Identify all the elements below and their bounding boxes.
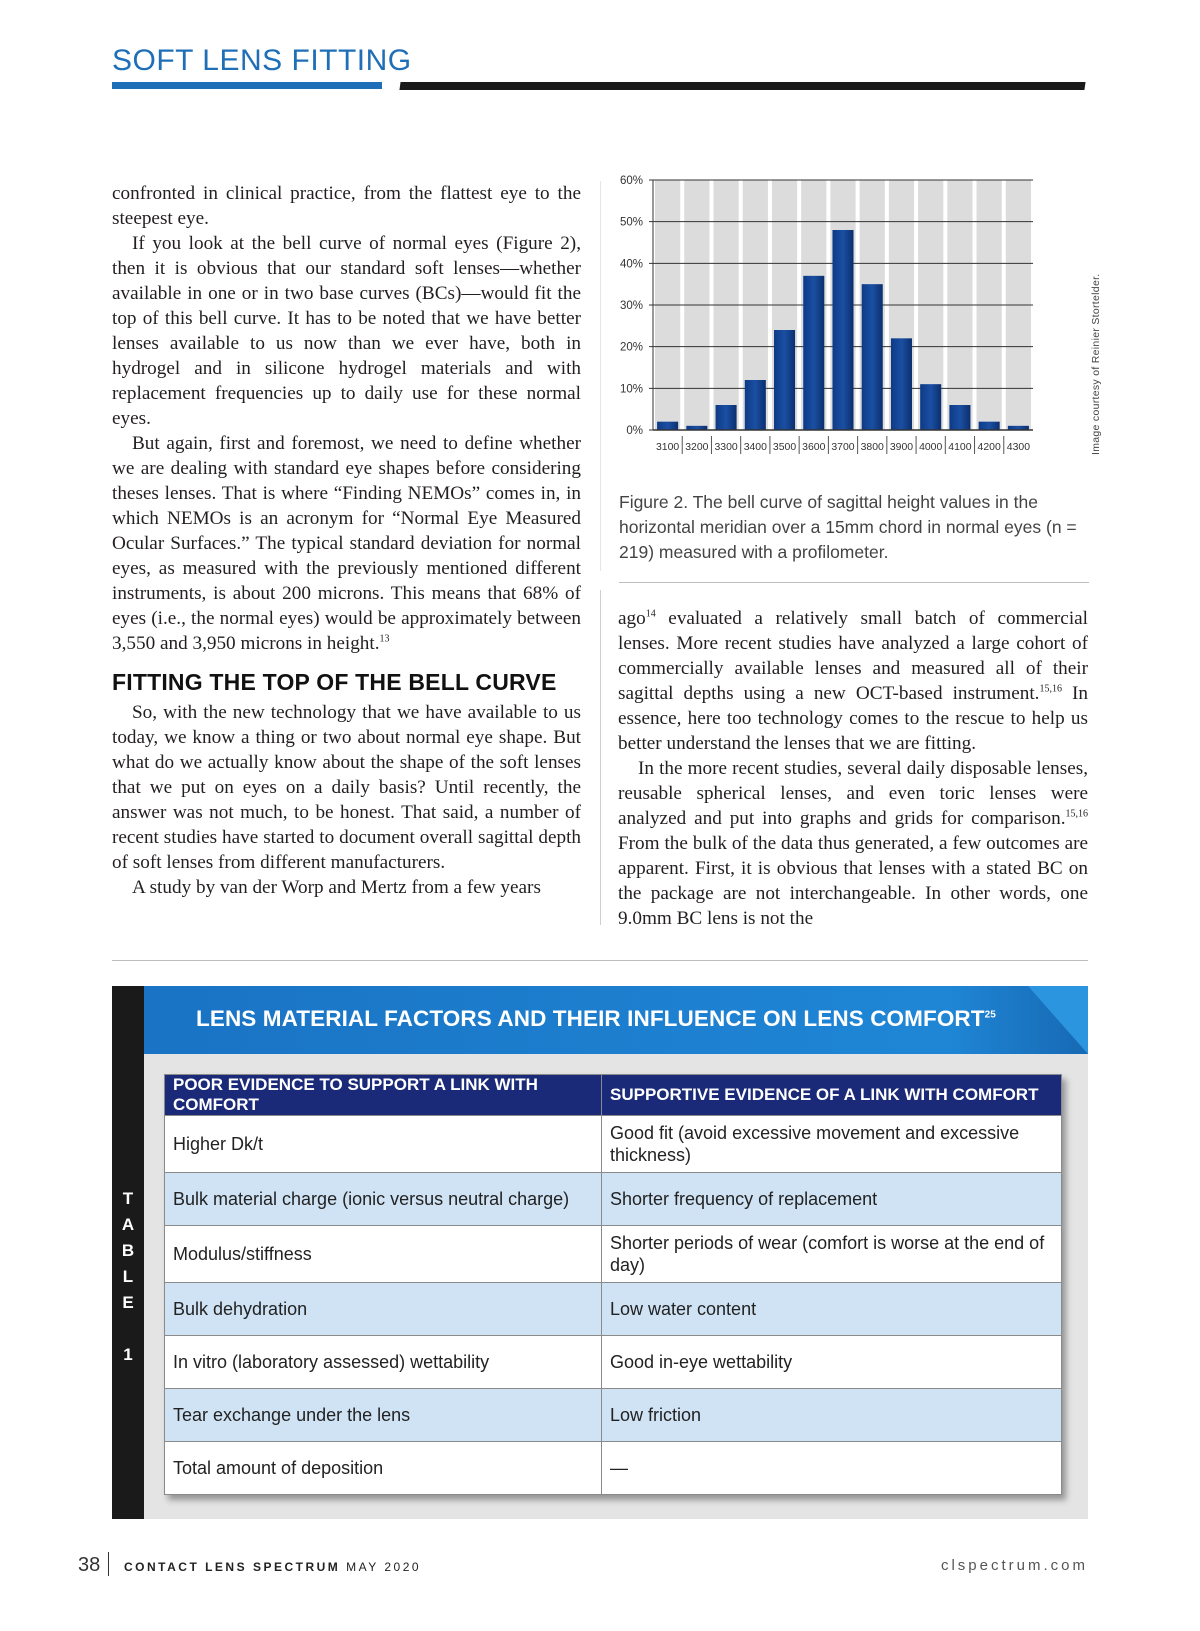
side-label-letter [118, 1316, 138, 1342]
bar [862, 284, 883, 430]
table-1-box [112, 986, 1088, 1519]
x-tick-label: 3900 [889, 441, 914, 453]
bar [891, 338, 912, 430]
magazine-name: CONTACT LENS SPECTRUM [124, 1560, 341, 1574]
banner-corner-accent [1028, 986, 1088, 1054]
x-tick-label: 3200 [685, 441, 709, 453]
section-rule [112, 960, 1088, 961]
table-cell: Bulk material charge (ionic versus neutral charge) [165, 1173, 602, 1226]
table-cell: Total amount of deposition [165, 1442, 602, 1495]
reference-superscript: 15,16 [1065, 808, 1088, 820]
paragraph-text: ago [618, 608, 646, 629]
paragraph-text: In essence, here too technology comes to the rescue to help us better understand the lenses that we are fitting. [618, 683, 1089, 754]
table-side-bar [112, 986, 144, 1519]
reference-superscript: 14 [645, 608, 656, 620]
bar [716, 405, 737, 430]
paragraph [618, 756, 1088, 931]
y-tick-label: 60% [619, 175, 643, 187]
table-banner [144, 986, 1088, 1054]
x-tick-label: 4300 [1006, 441, 1031, 453]
caption-rule [619, 582, 1089, 583]
bell-curve-chart [605, 170, 1055, 465]
section-title-underline [112, 82, 382, 89]
magazine-issue [124, 1560, 421, 1574]
x-tick-label: 3800 [860, 441, 885, 453]
table-row [165, 1283, 1062, 1336]
lens-comfort-table [164, 1074, 1062, 1495]
table-cell: — [602, 1442, 1062, 1495]
table-cell: Low friction [602, 1389, 1062, 1442]
reference-superscript: 25 [984, 1009, 996, 1021]
table-row [165, 1116, 1062, 1173]
bar [774, 330, 795, 430]
y-tick-label: 30% [619, 300, 643, 312]
website-url: clspectrum.com [940, 1557, 1088, 1574]
table-cell: Low water content [602, 1283, 1062, 1336]
image-credit: Image courtesy of Reinier Stortelder. [1090, 273, 1102, 455]
paragraph: A study by van der Worp and Mertz from a few years [132, 877, 541, 898]
figure-caption: Figure 2. The bell curve of sagittal height values in the horizontal meridian over a 15mm chord in normal eyes (n = 219) measured with a profilometer. [619, 492, 1077, 562]
y-tick-label: 20% [619, 341, 643, 354]
table-header-row [165, 1075, 1062, 1116]
x-tick-label: 3300 [714, 441, 738, 453]
reference-superscript: 15,16 [1039, 683, 1062, 695]
bar [803, 276, 824, 430]
table-cell: Higher Dk/t [165, 1116, 602, 1173]
header-rule [399, 82, 1085, 90]
bar [979, 422, 1000, 430]
reference-superscript: 13 [379, 633, 390, 645]
side-label-letter: L [122, 1267, 134, 1286]
table-cell: Modulus/stiffness [165, 1226, 602, 1283]
x-tick-label: 3700 [831, 441, 855, 453]
table-side-label [118, 1186, 138, 1368]
paragraph: confronted in clinical practice, from the flattest eye to the steepest eye. [112, 183, 581, 229]
right-column [618, 606, 1088, 931]
x-tick-label: 3400 [743, 441, 768, 453]
bar [920, 384, 941, 430]
y-tick-label: 10% [619, 383, 643, 396]
table-row [165, 1336, 1062, 1389]
bar [832, 230, 853, 430]
bar [745, 380, 766, 430]
side-label-letter: E [122, 1293, 134, 1312]
y-tick-label: 0% [626, 425, 643, 437]
page-number: 38 [78, 1554, 101, 1576]
table-cell: Good fit (avoid excessive movement and excessive thickness) [602, 1116, 1062, 1173]
table-row [165, 1226, 1062, 1283]
side-label-letter: 1 [123, 1345, 133, 1364]
table-cell: Good in-eye wettability [602, 1336, 1062, 1389]
side-label-letter: B [121, 1241, 135, 1260]
table-cell: Shorter frequency of replacement [602, 1173, 1062, 1226]
table-row [165, 1389, 1062, 1442]
x-tick-label: 4100 [948, 441, 972, 453]
table-cell: Bulk dehydration [165, 1283, 602, 1336]
table-row [165, 1442, 1062, 1495]
paragraph-text: But again, first and foremost, we need to define whether we are dealing with standard eye shapes before considering theses lenses. That is where “Finding NEMOs” comes in, in which NEMOs is an acronym for “Normal Eye Measured Ocular Surfaces.” The typical standard deviation for normal eyes, as measured with the previously mentioned different instruments, is about 200 microns. This means that 68% of eyes (i.e., the normal eyes) would be approximately between 3,550 and 3,950 microns in height. [112, 433, 581, 654]
subheading: FITTING THE TOP OF THE BELL CURVE [112, 669, 557, 695]
paragraph [112, 431, 581, 656]
paragraph-text: evaluated a relatively small batch of commercial lenses. More recent studies have analyzed a large cohort of commercially available lenses and measured all of their sagittal depths using a new OCT-based instrument. [618, 608, 1088, 704]
bar [949, 405, 970, 430]
table-title-text: LENS MATERIAL FACTORS AND THEIR INFLUENCE ON LENS COMFORT [196, 1006, 985, 1031]
paragraph: So, with the new technology that we have available to us today, we know a thing or two about normal eye shape. But what do we actually know about the shape of the soft lenses that we put on eyes on a daily basis? Until recently, the answer was not much, to be honest. That said, a number of recent studies have started to document overall sagittal depth of soft lenses from different manufacturers. [112, 702, 581, 873]
table-row [165, 1173, 1062, 1226]
x-tick-label: 3500 [772, 441, 797, 453]
y-tick-label: 40% [619, 258, 643, 271]
y-tick-label: 50% [619, 216, 643, 229]
column-header-poor-evidence: POOR EVIDENCE TO SUPPORT A LINK WITH COMFORT [165, 1075, 602, 1116]
footer-divider [108, 1552, 109, 1576]
x-tick-label: 4000 [919, 441, 943, 453]
section-title: SOFT LENS FITTING [112, 44, 412, 77]
paragraph-text: From the bulk of the data thus generated, a few outcomes are apparent. First, it is obvious that lenses with a stated BC on the package are not interchangeable. In other words, one 9.0mm BC lens is not the [618, 833, 1088, 929]
x-tick-label: 3100 [656, 441, 680, 453]
table-cell: Tear exchange under the lens [165, 1389, 602, 1442]
paragraph: If you look at the bell curve of normal eyes (Figure 2), then it is obvious that our standard soft lenses—whether available in one or in two base curves (BCs)—would fit the top of this bell curve. It has to be noted that we have better lenses available to us now than we ever have, both in hydrogel and in silicone hydrogel materials and with replacement frequencies up to daily use for these normal eyes. [112, 233, 581, 429]
x-tick-label: 3600 [802, 441, 826, 453]
column-divider [600, 181, 601, 571]
bar [657, 422, 678, 430]
table-cell: In vitro (laboratory assessed) wettability [165, 1336, 602, 1389]
column-header-supportive-evidence: SUPPORTIVE EVIDENCE OF A LINK WITH COMFORT [602, 1075, 1062, 1116]
issue-date: MAY 2020 [346, 1560, 422, 1574]
column-divider [600, 590, 601, 925]
table-title [196, 1006, 996, 1032]
table-cell: Shorter periods of wear (comfort is worse at the end of day) [602, 1226, 1062, 1283]
x-tick-label: 4200 [977, 441, 1001, 453]
side-label-letter: A [121, 1215, 135, 1234]
side-label-letter: T [122, 1189, 134, 1208]
paragraph-text: In the more recent studies, several daily disposable lenses, reusable spherical lenses, and even toric lenses were analyzed and put into graphs and grids for comparison. [618, 758, 1088, 829]
paragraph [618, 606, 1088, 756]
left-column [112, 181, 581, 900]
